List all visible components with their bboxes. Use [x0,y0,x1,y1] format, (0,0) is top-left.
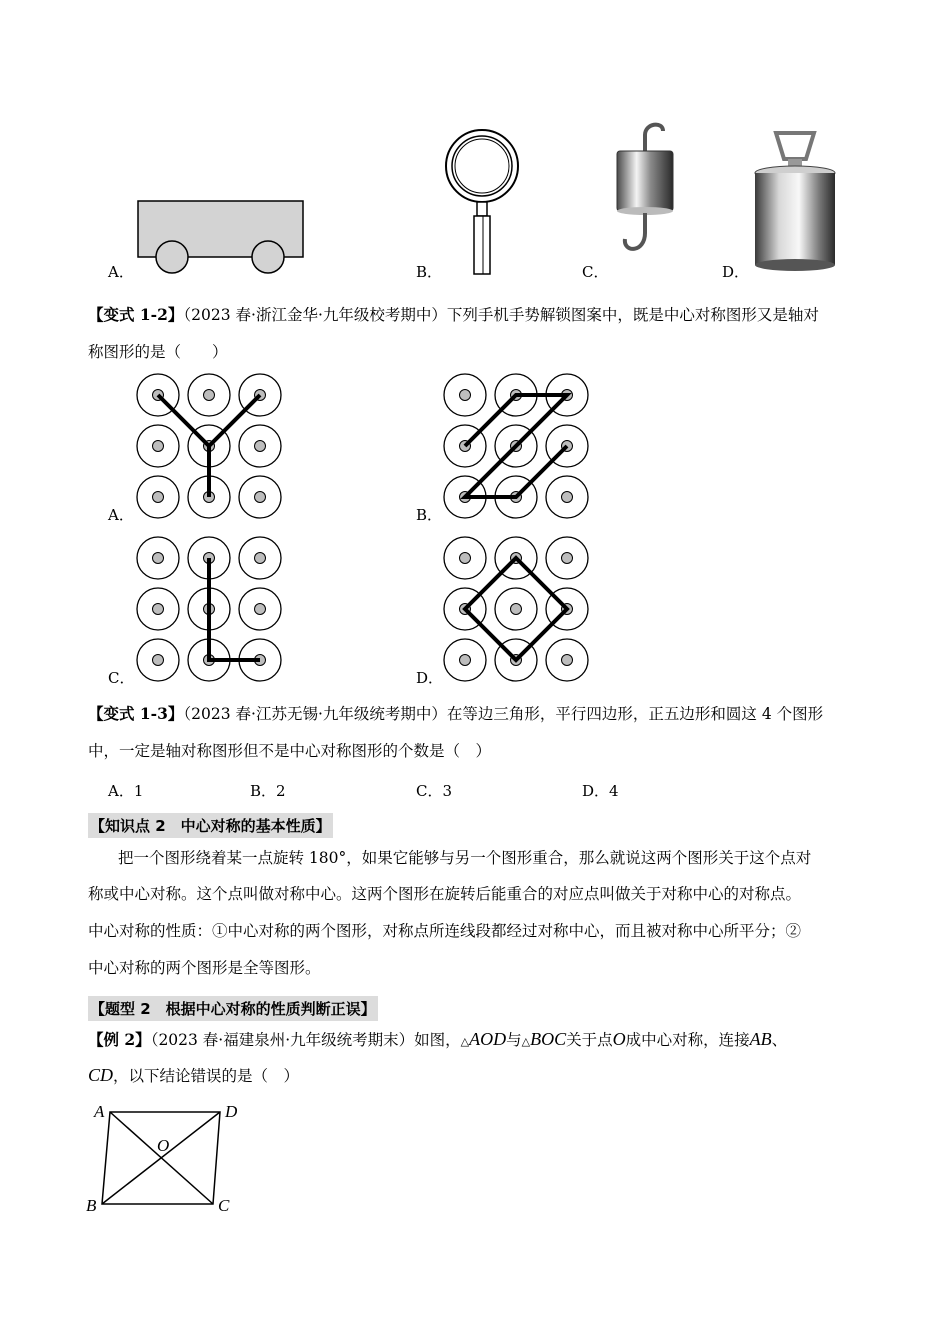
q1-1-option-b-label: B． [416,263,443,281]
q1-2-stem-line1: 下列手机手势解锁图案中，既是中心对称图形又是轴对 [446,306,819,324]
q1-3-option-b: B．2 [250,782,286,800]
q1-2-option-b-label: B． [416,506,443,524]
unlock-dot-center [511,604,522,615]
point-o: O [612,1029,626,1049]
example-2-line2 [88,1066,299,1085]
word-about: 关于点 [566,1031,613,1049]
q1-2-option-d-label: D． [416,669,444,687]
knowledge-2-para-line3: 中心对称的性质：①中心对称的两个图形，对称点所连线段都经过对称中心，而且被对称中心所平分；② [88,922,802,940]
type-2-heading: 【题型 2 根据中心对称的性质判断正误】 [88,996,378,1021]
unlock-dot-center [255,553,266,564]
unlock-dot-center [460,655,471,666]
label-c: C [218,1196,230,1215]
unlock-dot-center [153,655,164,666]
gesture-pattern-c [137,537,283,683]
unlock-dot-center [255,441,266,452]
unlock-dot-center [562,655,573,666]
knowledge-2-para-line2: 称或中心对称。这个点叫做对称中心。这两个图形在旋转后能重合的对应点叫做关于对称中心的对称点。 [88,885,802,903]
q1-3-option-d: D．4 [582,782,619,800]
q1-3-tag: 【变式 1-3】 [88,704,184,723]
gesture-pattern-a [137,374,283,520]
unlock-dot-center [562,553,573,564]
q1-3-option-a: A．1 [108,782,144,800]
word-comma: 、 [771,1031,788,1049]
q1-3-stem-line1: 在等边三角形，平行四边形，正五边形和圆这 4 个图形 [446,705,824,723]
cart-figure [130,195,310,275]
label-b: B [86,1196,97,1215]
triangle-icon: △ [460,1035,470,1048]
unlock-dot-center [153,553,164,564]
cylinder-weight-figure [748,125,843,275]
unlock-dot-center [153,492,164,503]
unlock-dot-center [153,604,164,615]
q1-3-stem-line2: 中，一定是轴对称图形但不是中心对称图形的个数是（ ） [88,742,492,760]
q1-3-source: （2023 春·江苏无锡·九年级统考期中） [183,705,447,723]
q1-2-line1 [88,307,819,324]
gesture-pattern-d [444,537,590,683]
magnifier-figure [440,128,525,278]
q1-3-line1 [88,706,823,723]
q1-2-option-a-label: A． [108,506,134,524]
unlock-dot-center [204,390,215,401]
q1-2-stem-line2: 称图形的是（ ） [88,343,228,361]
label-o: O [157,1136,170,1155]
seg-cd: CD [88,1065,114,1085]
unlock-dot-center [562,492,573,503]
tri-aod: AOD [469,1029,507,1049]
unlock-dot-center [460,390,471,401]
example-2-source: （2023 春·福建泉州·九年级统考期末）如图， [150,1031,461,1049]
hook-weight-figure [605,113,685,273]
knowledge-2-heading: 【知识点 2 中心对称的基本性质】 [88,813,333,838]
q1-2-tag: 【变式 1-2】 [88,305,184,324]
q1-2-option-c-label: C． [108,669,135,687]
word-with: 与 [506,1031,522,1049]
label-a: A [94,1102,105,1121]
tri-boc: BOC [530,1029,567,1049]
seg-ab: AB [749,1029,772,1049]
unlock-dot-center [460,553,471,564]
knowledge-2-para-line4: 中心对称的两个图形是全等图形。 [88,959,321,977]
triangle-icon: △ [521,1035,531,1048]
example-2-line1 [88,1030,787,1049]
q1-1-option-a-label: A． [108,263,134,281]
q1-2-source: （2023 春·浙江金华·九年级校考期中） [183,306,447,324]
unlock-dot-center [153,441,164,452]
q1-1-option-c-label: C． [582,263,609,281]
label-d: D [225,1102,238,1121]
gesture-pattern-b [444,374,590,520]
q1-3-option-c: C．3 [416,782,453,800]
word-center-sym: 成中心对称，连接 [625,1031,750,1049]
unlock-dot-center [255,604,266,615]
example-2-tag: 【例 2】 [88,1030,151,1049]
knowledge-2-para-line1: 把一个图形绕着某一点旋转 180°，如果它能够与另一个图形重合，那么就说这两个图形关于这个点对 [118,849,812,867]
q1-1-option-d-label: D． [722,263,750,281]
example-2-tail: ，以下结论错误的是（ ） [113,1067,300,1085]
unlock-dot-center [255,492,266,503]
